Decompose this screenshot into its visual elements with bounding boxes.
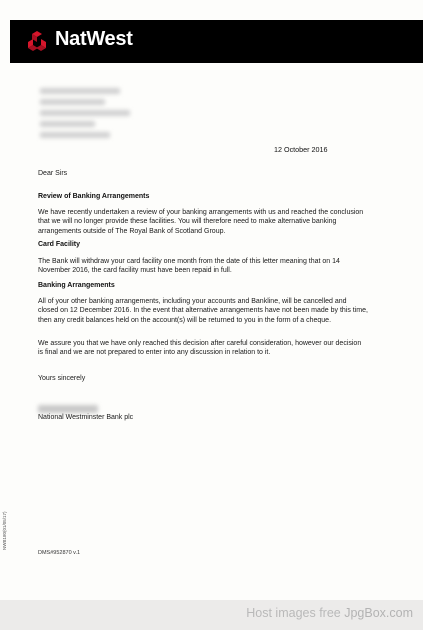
section-paragraph: All of your other banking arrangements, including your accounts and Bankline, will be cancelled and closed on 12 December 2016. In the event that alternative arrangements have not been made by this time, then any credit balances held on the account(s) will be returned to you in the form of a cheque. [38, 298, 368, 324]
redacted-line [40, 121, 95, 127]
host-watermark [246, 606, 413, 620]
brand-name: NatWest [55, 28, 133, 50]
closing: Yours sincerely [38, 375, 86, 382]
section-paragraph: The Bank will withdraw your card facility one month from the date of this letter meaning that on 14 November 2016, the card facility must have been repaid in full. [38, 258, 340, 275]
redacted-line [40, 99, 105, 105]
letter-date: 12 October 2016 [274, 145, 328, 154]
signature-redacted [38, 405, 98, 413]
section-paragraph: We have recently undertaken a review of your banking arrangements with us and reached the conclusion that we will no longer provide these facilities. You will therefore need to make alternative banking arrangements outside of The Royal Bank of Scotland Group. [38, 209, 364, 235]
document-reference: DMS#952870 v.1 [38, 550, 81, 556]
recipient-address-redacted [40, 88, 140, 143]
salutation: Dear Sirs [38, 170, 68, 177]
natwest-logo-icon [26, 30, 48, 52]
letterhead-bar [10, 20, 423, 63]
section-heading: Review of Banking Arrangements [38, 193, 150, 200]
watermark-prefix: Host images free [246, 606, 341, 620]
section-heading: Card Facility [38, 241, 81, 248]
watermark-brand: JpgBox.com [344, 606, 413, 620]
signatory-org: National Westminster Bank plc [38, 414, 134, 421]
redacted-line [40, 88, 120, 94]
section-heading: Banking Arrangements [38, 282, 115, 289]
side-reference: NWB180(01/05/17) [2, 511, 7, 550]
redacted-line [40, 110, 130, 116]
section-paragraph: We assure you that we have only reached this decision after careful consideration, however our decision is final and we are not prepared to enter into any discussion in relation to it. [38, 340, 362, 357]
redacted-line [40, 132, 110, 138]
